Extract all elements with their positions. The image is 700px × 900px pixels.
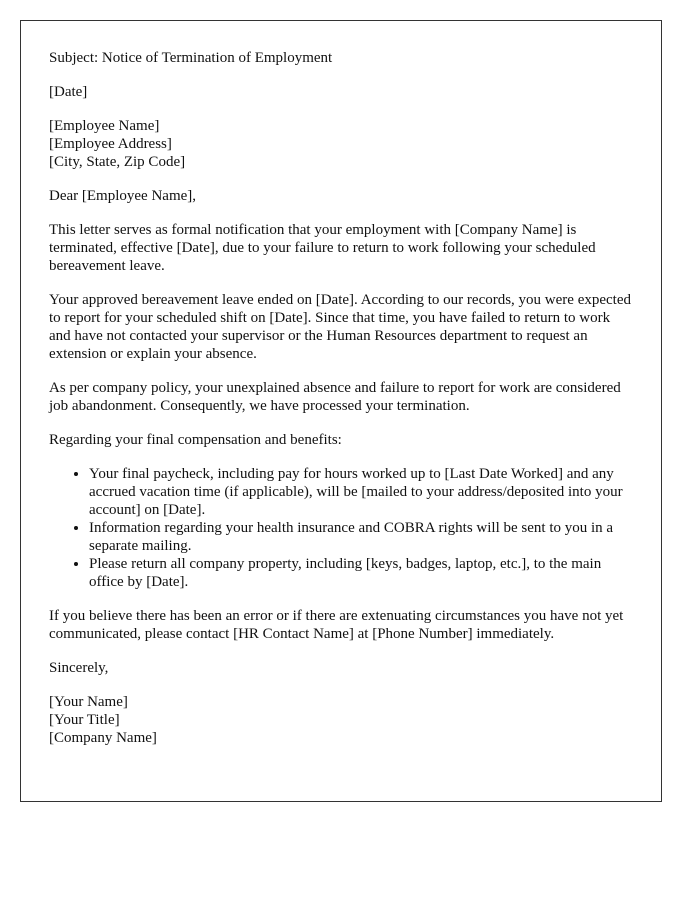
compensation-list [49,465,632,591]
list-item: • Please return all company property, including [keys, badges, laptop, etc.], to the main office by [Date]. [89,555,632,591]
recipient-block [49,117,632,171]
body-paragraph: Regarding your final compensation and benefits: [49,432,342,448]
recipient-city: [City, State, Zip Code] [49,154,186,170]
recipient-name: [Employee Name] [49,118,160,134]
closing-paragraph: If you believe there has been an error or if there are extenuating circumstances you have not yet communicated, please contact [HR Contact Name] at [Phone Number] immediately. [49,608,624,642]
subject-line: Subject: Notice of Termination of Employment [49,50,333,66]
body-paragraph: As per company policy, your unexplained absence and failure to report for work are considered job abandonment. Consequently, we have processed your termination. [49,380,621,414]
sender-title: [Your Title] [49,712,120,728]
body-paragraph: This letter serves as formal notification that your employment with [Company Name] is terminated, effective [Date], due to your failure to return to work following your scheduled bereavement leave. [49,222,596,274]
list-item: • Information regarding your health insurance and COBRA rights will be sent to you in a separate mailing. [89,519,632,555]
letter [20,20,662,802]
sender-block [49,693,632,747]
letter-date: [Date] [49,84,88,100]
recipient-address: [Employee Address] [49,136,172,152]
sender-name: [Your Name] [49,694,128,710]
salutation: Dear [Employee Name], [49,188,197,204]
body-paragraph: Your approved bereavement leave ended on [Date]. According to our records, you were expected to report for your scheduled shift on [Date]. Since that time, you have failed to return to work and have not contacted your supervisor or the Human Resources department to request an extension or explain your absence. [49,292,631,362]
list-item: • Your final paycheck, including pay for hours worked up to [Last Date Worked] and any accrued vacation time (if applicable), will be [mailed to your address/deposited into your account] on [Date]. [89,465,632,519]
signoff: Sincerely, [49,660,109,676]
sender-company: [Company Name] [49,730,157,746]
